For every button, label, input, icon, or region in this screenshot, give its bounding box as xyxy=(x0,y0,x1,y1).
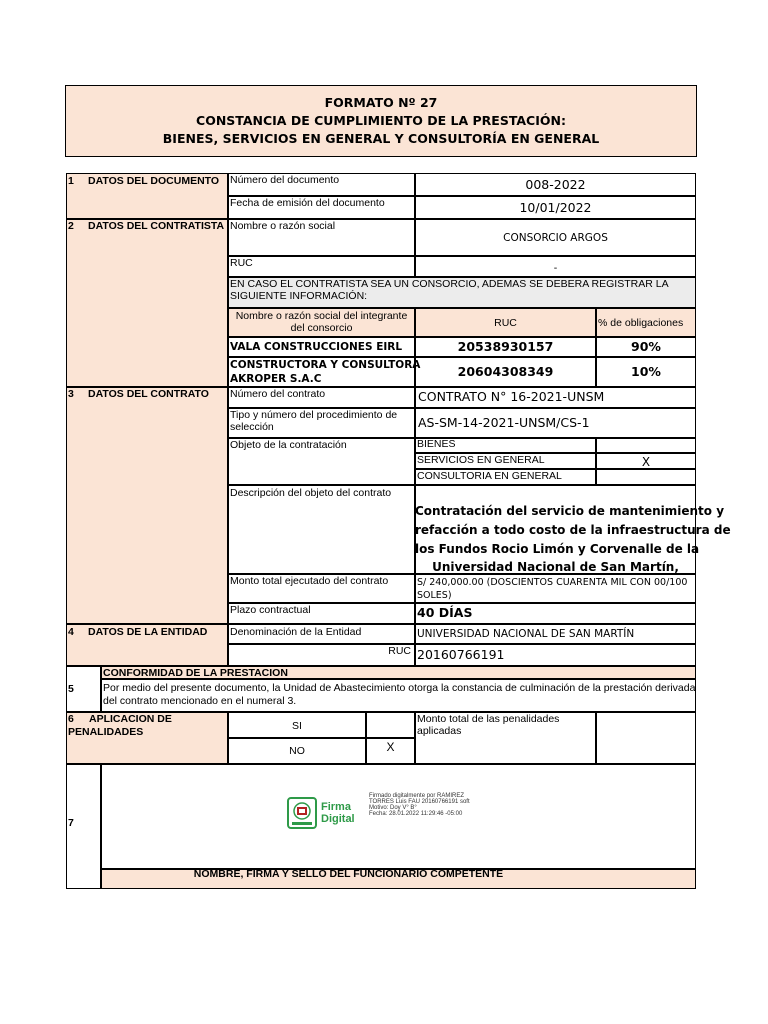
member-2-pct: 10% xyxy=(631,364,661,379)
section-1-number: 1 xyxy=(68,175,74,187)
signature-text-line-1: Firmado digitalmente por RAMIREZ xyxy=(369,793,465,799)
member-2-name-line-1: CONSTRUCTORA Y CONSULTORA xyxy=(230,359,421,371)
tipo-label-line-1: Tipo y número del procedimiento de xyxy=(230,409,398,421)
fecha-value: 10/01/2022 xyxy=(519,200,592,215)
section-4-number: 4 xyxy=(68,626,74,638)
penalidades-monto-label-line-1: Monto total de las penalidades xyxy=(417,713,560,725)
no-mark: X xyxy=(386,740,395,754)
section-5-text-line-2: del contrato mencionado en el numeral 3. xyxy=(103,695,297,707)
ruc-value: - xyxy=(553,262,558,274)
monto-line-2: SOLES) xyxy=(417,590,452,601)
title-box xyxy=(65,85,697,157)
section-3-title: DATOS DEL CONTRATO xyxy=(88,388,209,400)
entidad-ruc-label: RUC xyxy=(388,645,411,657)
plazo-label: Plazo contractual xyxy=(230,604,311,616)
descripcion-label: Descripción del objeto del contrato xyxy=(230,487,392,499)
section-6-title-line-1: APLICACION DE xyxy=(89,713,172,725)
member-1-pct: 90% xyxy=(631,339,661,354)
descripcion-line-1: Contratación del servicio de mantenimiento y xyxy=(415,504,725,518)
section-2-header xyxy=(66,219,228,387)
col-ruc: RUC xyxy=(494,317,517,329)
descripcion-line-2: refacción a todo costo de la infraestructura de xyxy=(415,523,731,537)
plazo-value: 40 DÍAS xyxy=(417,605,473,620)
num-contrato-value: CONTRATO N° 16-2021-UNSM xyxy=(418,389,605,404)
title-line-3: BIENES, SERVICIOS EN GENERAL Y CONSULTORÍA EN GENERAL xyxy=(162,131,600,146)
nombre-label: Nombre o razón social xyxy=(230,220,336,232)
section-7-number: 7 xyxy=(68,817,74,829)
descripcion-line-4: Universidad Nacional de San Martín, xyxy=(432,560,679,574)
tipo-label-line-2: selección xyxy=(230,421,274,433)
signature-text-line-2: TORRES Luis FAU 20160766191 soft xyxy=(369,799,470,805)
section-1-title: DATOS DEL DOCUMENTO xyxy=(88,175,220,187)
num-contrato-label: Número del contrato xyxy=(230,388,326,400)
descripcion-line-3: los Fundos Rocio Limón y Corvenalle de la xyxy=(415,542,700,556)
signature-footer: NOMBRE, FIRMA Y SELLO DEL FUNCIONARIO COMPETENTE xyxy=(193,868,504,880)
objeto-mark-bienes-cell xyxy=(596,438,696,453)
section-2-number: 2 xyxy=(68,220,74,232)
fecha-label: Fecha de emisión del documento xyxy=(230,197,385,209)
consorcio-note-line-1: EN CASO EL CONTRATISTA SEA UN CONSORCIO, ADEMAS SE DEBERA REGISTRAR LA xyxy=(230,278,669,290)
col-nombre-line-2: del consorcio xyxy=(290,322,353,334)
section-3-number: 3 xyxy=(68,388,74,400)
objeto-mark-servicios: X xyxy=(641,455,651,469)
num-doc-label: Número del documento xyxy=(230,174,340,186)
title-line-1: FORMATO Nº 27 xyxy=(324,95,438,110)
signature-text-line-4: Fecha: 28.01.2022 11:29:46 -05:00 xyxy=(369,811,463,817)
num-doc-value: 008-2022 xyxy=(525,177,586,192)
si-mark-cell xyxy=(366,712,415,738)
nombre-value: CONSORCIO ARGOS xyxy=(503,232,608,244)
section-3-header xyxy=(66,387,228,624)
tipo-value: AS-SM-14-2021-UNSM/CS-1 xyxy=(418,415,590,430)
denominacion-label: Denominación de la Entidad xyxy=(230,626,362,638)
monto-label: Monto total ejecutado del contrato xyxy=(230,575,389,587)
ruc-label: RUC xyxy=(230,257,253,269)
firma-digital-logo xyxy=(287,797,363,829)
col-pct: % de obligaciones xyxy=(598,317,684,329)
entidad-ruc-value: 20160766191 xyxy=(417,647,505,662)
penalidades-monto-label-line-2: aplicadas xyxy=(417,725,462,737)
monto-line-1: S/ 240,000.00 (DOSCIENTOS CUARENTA MIL CON 00/100 xyxy=(417,577,688,588)
section-5-title: CONFORMIDAD DE LA PRESTACION xyxy=(103,667,288,679)
objeto-label: Objeto de la contratación xyxy=(230,439,347,451)
objeto-option-bienes: BIENES xyxy=(417,438,456,450)
signature-text-line-3: Motivo: Doy V° B° xyxy=(369,805,417,811)
denominacion-value: UNIVERSIDAD NACIONAL DE SAN MARTÍN xyxy=(417,628,635,640)
objeto-option-servicios: SERVICIOS EN GENERAL xyxy=(417,454,545,466)
section-4-title: DATOS DE LA ENTIDAD xyxy=(88,626,208,638)
consorcio-note-line-2: SIGUIENTE INFORMACIÓN: xyxy=(230,290,368,302)
section-6-title-line-2: PENALIDADES xyxy=(68,726,144,738)
firma-logo-line-1: Firma xyxy=(321,801,351,813)
ruc-label-cell xyxy=(228,256,415,277)
penalidades-monto-value-cell xyxy=(596,712,696,764)
member-2-ruc: 20604308349 xyxy=(457,364,554,379)
member-2-name-line-2: AKROPER S.A.C xyxy=(230,373,322,385)
member-1-ruc: 20538930157 xyxy=(457,339,554,354)
objeto-option-consultoria: CONSULTORIA EN GENERAL xyxy=(417,470,562,482)
seal-icon xyxy=(287,797,317,829)
firma-logo-line-2: Digital xyxy=(321,813,355,825)
section-6-number: 6 xyxy=(68,713,74,725)
si-label: SI xyxy=(292,720,302,732)
title-line-2: CONSTANCIA DE CUMPLIMIENTO DE LA PRESTACIÓN: xyxy=(196,113,566,128)
section-2-title: DATOS DEL CONTRATISTA xyxy=(88,220,225,232)
section-5-number: 5 xyxy=(68,683,74,695)
objeto-mark-consultoria-cell xyxy=(596,469,696,485)
col-nombre-line-1: Nombre o razón social del integrante xyxy=(235,310,408,322)
section-5-text-line-1: Por medio del presente documento, la Unidad de Abastecimiento otorga la constancia de culminación de la prestación derivada xyxy=(103,682,696,694)
no-label: NO xyxy=(289,745,305,757)
member-1-name: VALA CONSTRUCCIONES EIRL xyxy=(230,341,403,353)
